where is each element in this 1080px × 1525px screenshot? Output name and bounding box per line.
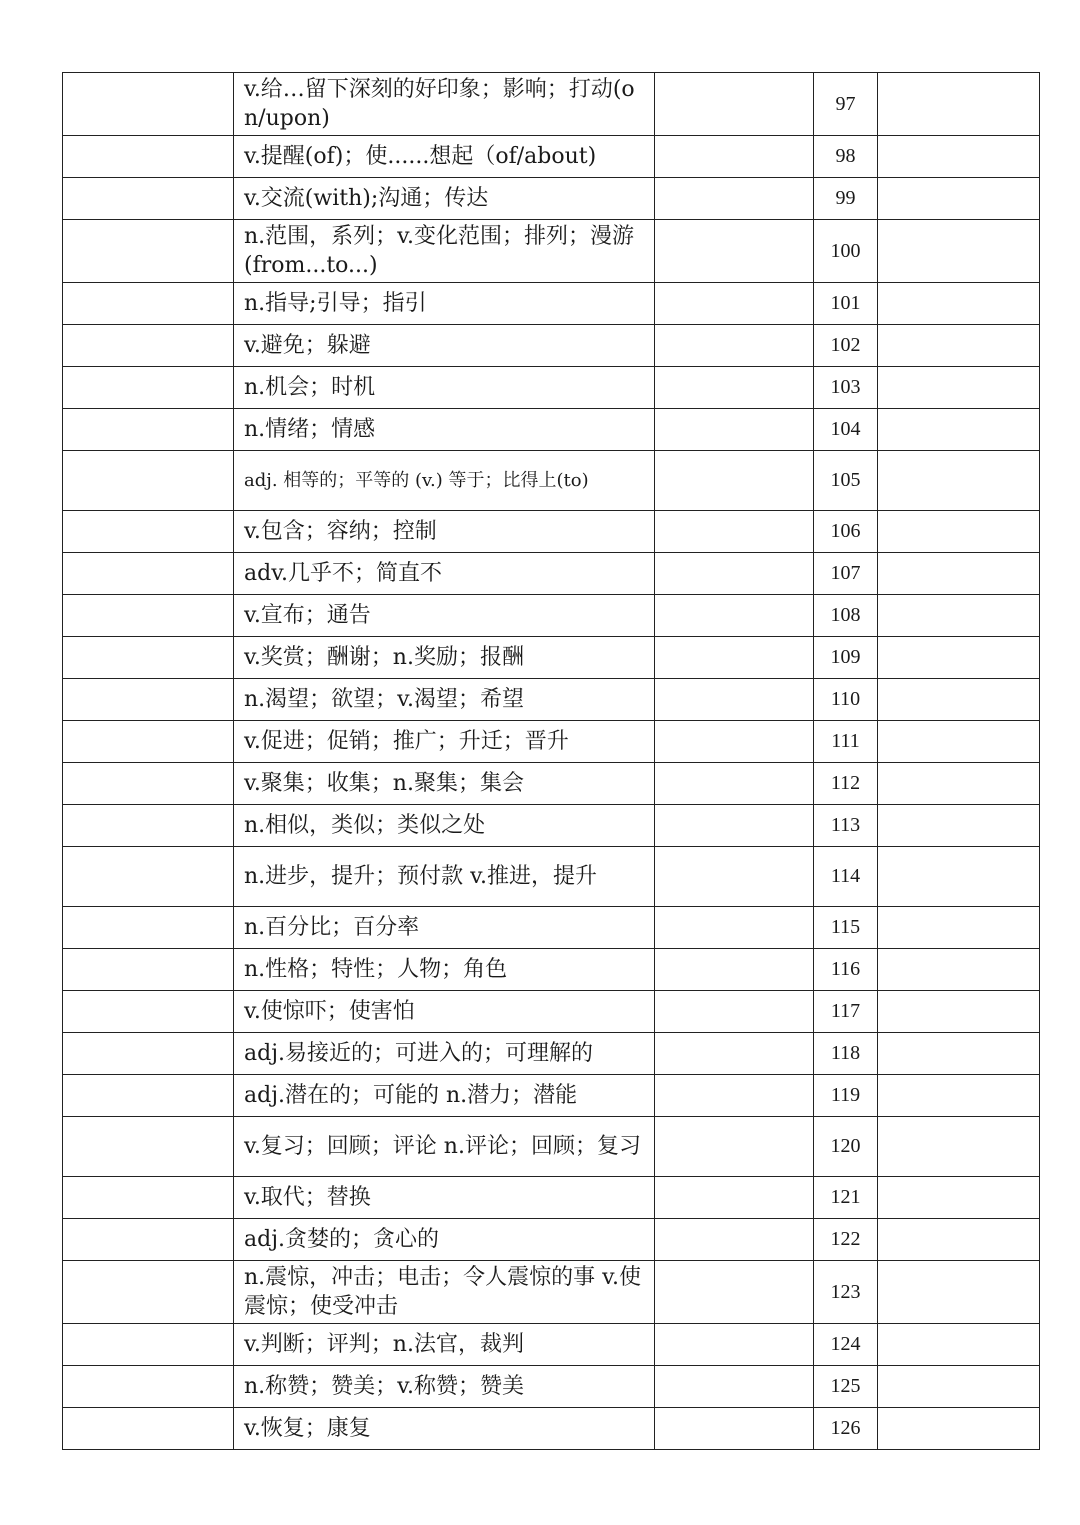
- word-cell: [63, 1177, 234, 1219]
- word-cell: [63, 847, 234, 907]
- table-row: [63, 325, 1040, 367]
- meaning-cell: adj.易接近的；可进入的；可理解的: [234, 1033, 655, 1075]
- number-cell: 124: [814, 1324, 878, 1366]
- meaning-cell: v.促进；促销；推广；升迁；晋升: [234, 721, 655, 763]
- blank-cell: [878, 283, 1040, 325]
- answer-cell: [655, 595, 814, 637]
- number-cell: 100: [814, 220, 878, 283]
- answer-cell: [655, 907, 814, 949]
- blank-cell: [878, 178, 1040, 220]
- meaning-cell: n.机会；时机: [234, 367, 655, 409]
- blank-cell: [878, 763, 1040, 805]
- answer-cell: [655, 1408, 814, 1450]
- blank-cell: [878, 1261, 1040, 1324]
- answer-cell: [655, 409, 814, 451]
- answer-cell: [655, 637, 814, 679]
- word-cell: [63, 805, 234, 847]
- number-cell: 111: [814, 721, 878, 763]
- number-cell: 102: [814, 325, 878, 367]
- word-cell: [63, 679, 234, 721]
- number-cell: 99: [814, 178, 878, 220]
- meaning-cell: adj. 相等的；平等的 (v.) 等于；比得上(to): [234, 451, 655, 511]
- word-cell: [63, 73, 234, 136]
- meaning-cell: adv.几乎不；简直不: [234, 553, 655, 595]
- table-row: [63, 367, 1040, 409]
- meaning-cell: v.包含；容纳；控制: [234, 511, 655, 553]
- answer-cell: [655, 1324, 814, 1366]
- number-cell: 112: [814, 763, 878, 805]
- meaning-cell: n.情绪；情感: [234, 409, 655, 451]
- answer-cell: [655, 325, 814, 367]
- answer-cell: [655, 73, 814, 136]
- word-cell: [63, 325, 234, 367]
- table-row: [63, 1219, 1040, 1261]
- table-row: [63, 178, 1040, 220]
- meaning-cell: n.百分比；百分率: [234, 907, 655, 949]
- number-cell: 121: [814, 1177, 878, 1219]
- table-row: [63, 220, 1040, 283]
- meaning-cell: v.提醒(of)；使......想起（of/about): [234, 136, 655, 178]
- number-cell: 104: [814, 409, 878, 451]
- answer-cell: [655, 721, 814, 763]
- blank-cell: [878, 721, 1040, 763]
- answer-cell: [655, 1177, 814, 1219]
- blank-cell: [878, 805, 1040, 847]
- number-cell: 98: [814, 136, 878, 178]
- meaning-cell: n.相似，类似；类似之处: [234, 805, 655, 847]
- table-row: [63, 1177, 1040, 1219]
- table-row: [63, 1075, 1040, 1117]
- number-cell: 119: [814, 1075, 878, 1117]
- meaning-cell: n.进步，提升；预付款 v.推进，提升: [234, 847, 655, 907]
- word-cell: [63, 553, 234, 595]
- table-row: [63, 763, 1040, 805]
- table-row: [63, 1324, 1040, 1366]
- meaning-cell: v.恢复；康复: [234, 1408, 655, 1450]
- blank-cell: [878, 1408, 1040, 1450]
- table-row: [63, 451, 1040, 511]
- answer-cell: [655, 283, 814, 325]
- word-cell: [63, 1408, 234, 1450]
- number-cell: 109: [814, 637, 878, 679]
- blank-cell: [878, 553, 1040, 595]
- word-cell: [63, 949, 234, 991]
- blank-cell: [878, 637, 1040, 679]
- blank-cell: [878, 1366, 1040, 1408]
- word-cell: [63, 991, 234, 1033]
- word-cell: [63, 907, 234, 949]
- word-cell: [63, 721, 234, 763]
- blank-cell: [878, 1033, 1040, 1075]
- blank-cell: [878, 907, 1040, 949]
- table-row: [63, 1033, 1040, 1075]
- table-row: [63, 73, 1040, 136]
- word-cell: [63, 1075, 234, 1117]
- word-cell: [63, 220, 234, 283]
- blank-cell: [878, 1324, 1040, 1366]
- number-cell: 118: [814, 1033, 878, 1075]
- number-cell: 103: [814, 367, 878, 409]
- vocabulary-table: [62, 72, 1040, 1450]
- word-cell: [63, 136, 234, 178]
- table-row: [63, 283, 1040, 325]
- blank-cell: [878, 991, 1040, 1033]
- blank-cell: [878, 1219, 1040, 1261]
- word-cell: [63, 367, 234, 409]
- table-row: [63, 949, 1040, 991]
- answer-cell: [655, 949, 814, 991]
- meaning-cell: v.聚集；收集；n.聚集；集会: [234, 763, 655, 805]
- word-cell: [63, 451, 234, 511]
- meaning-cell: v.使惊吓；使害怕: [234, 991, 655, 1033]
- number-cell: 115: [814, 907, 878, 949]
- number-cell: 110: [814, 679, 878, 721]
- number-cell: 105: [814, 451, 878, 511]
- meaning-cell: n.称赞；赞美；v.称赞；赞美: [234, 1366, 655, 1408]
- number-cell: 125: [814, 1366, 878, 1408]
- word-cell: [63, 1033, 234, 1075]
- word-cell: [63, 1261, 234, 1324]
- table-row: [63, 553, 1040, 595]
- number-cell: 107: [814, 553, 878, 595]
- word-cell: [63, 283, 234, 325]
- answer-cell: [655, 1261, 814, 1324]
- blank-cell: [878, 847, 1040, 907]
- blank-cell: [878, 325, 1040, 367]
- table-row: [63, 1408, 1040, 1450]
- number-cell: 97: [814, 73, 878, 136]
- number-cell: 123: [814, 1261, 878, 1324]
- blank-cell: [878, 451, 1040, 511]
- meaning-cell: v.避免；躲避: [234, 325, 655, 367]
- answer-cell: [655, 1219, 814, 1261]
- blank-cell: [878, 409, 1040, 451]
- answer-cell: [655, 1366, 814, 1408]
- answer-cell: [655, 511, 814, 553]
- number-cell: 113: [814, 805, 878, 847]
- answer-cell: [655, 136, 814, 178]
- meaning-cell: adj.贪婪的；贪心的: [234, 1219, 655, 1261]
- blank-cell: [878, 1177, 1040, 1219]
- table-row: [63, 679, 1040, 721]
- table-row: [63, 1261, 1040, 1324]
- word-cell: [63, 1117, 234, 1177]
- meaning-cell: v.交流(with);沟通；传达: [234, 178, 655, 220]
- number-cell: 106: [814, 511, 878, 553]
- meaning-cell: n.范围，系列；v.变化范围；排列；漫游 (from...to...): [234, 220, 655, 283]
- table-row: [63, 136, 1040, 178]
- number-cell: 126: [814, 1408, 878, 1450]
- table-row: [63, 847, 1040, 907]
- meaning-cell: n.指导;引导；指引: [234, 283, 655, 325]
- table-row: [63, 637, 1040, 679]
- answer-cell: [655, 1033, 814, 1075]
- meaning-cell: n.震惊，冲击；电击；令人震惊的事 v.使震惊；使受冲击: [234, 1261, 655, 1324]
- answer-cell: [655, 847, 814, 907]
- meaning-cell: v.判断；评判；n.法官，裁判: [234, 1324, 655, 1366]
- meaning-cell: n.性格；特性；人物；角色: [234, 949, 655, 991]
- table-row: [63, 721, 1040, 763]
- word-cell: [63, 595, 234, 637]
- answer-cell: [655, 1075, 814, 1117]
- word-cell: [63, 1219, 234, 1261]
- meaning-cell: v.复习；回顾；评论 n.评论；回顾；复习: [234, 1117, 655, 1177]
- blank-cell: [878, 73, 1040, 136]
- answer-cell: [655, 178, 814, 220]
- meaning-cell: v.给…留下深刻的好印象；影响；打动(on/upon): [234, 73, 655, 136]
- answer-cell: [655, 991, 814, 1033]
- vocabulary-table-body: [63, 73, 1040, 1450]
- blank-cell: [878, 511, 1040, 553]
- number-cell: 120: [814, 1117, 878, 1177]
- blank-cell: [878, 1117, 1040, 1177]
- answer-cell: [655, 553, 814, 595]
- table-row: [63, 595, 1040, 637]
- table-row: [63, 1366, 1040, 1408]
- answer-cell: [655, 679, 814, 721]
- blank-cell: [878, 1075, 1040, 1117]
- word-cell: [63, 1324, 234, 1366]
- word-cell: [63, 409, 234, 451]
- blank-cell: [878, 220, 1040, 283]
- blank-cell: [878, 679, 1040, 721]
- word-cell: [63, 1366, 234, 1408]
- blank-cell: [878, 136, 1040, 178]
- number-cell: 117: [814, 991, 878, 1033]
- word-cell: [63, 511, 234, 553]
- word-cell: [63, 637, 234, 679]
- answer-cell: [655, 451, 814, 511]
- number-cell: 122: [814, 1219, 878, 1261]
- number-cell: 114: [814, 847, 878, 907]
- meaning-cell: v.取代；替换: [234, 1177, 655, 1219]
- blank-cell: [878, 367, 1040, 409]
- answer-cell: [655, 805, 814, 847]
- answer-cell: [655, 220, 814, 283]
- number-cell: 101: [814, 283, 878, 325]
- table-row: [63, 991, 1040, 1033]
- word-cell: [63, 178, 234, 220]
- answer-cell: [655, 1117, 814, 1177]
- meaning-cell: n.渴望；欲望；v.渴望；希望: [234, 679, 655, 721]
- blank-cell: [878, 595, 1040, 637]
- table-row: [63, 907, 1040, 949]
- table-row: [63, 1117, 1040, 1177]
- meaning-cell: v.奖赏；酬谢；n.奖励；报酬: [234, 637, 655, 679]
- table-row: [63, 409, 1040, 451]
- blank-cell: [878, 949, 1040, 991]
- meaning-cell: v.宣布；通告: [234, 595, 655, 637]
- answer-cell: [655, 367, 814, 409]
- table-row: [63, 511, 1040, 553]
- number-cell: 116: [814, 949, 878, 991]
- table-row: [63, 805, 1040, 847]
- word-cell: [63, 763, 234, 805]
- answer-cell: [655, 763, 814, 805]
- number-cell: 108: [814, 595, 878, 637]
- meaning-cell: adj.潜在的；可能的 n.潜力；潜能: [234, 1075, 655, 1117]
